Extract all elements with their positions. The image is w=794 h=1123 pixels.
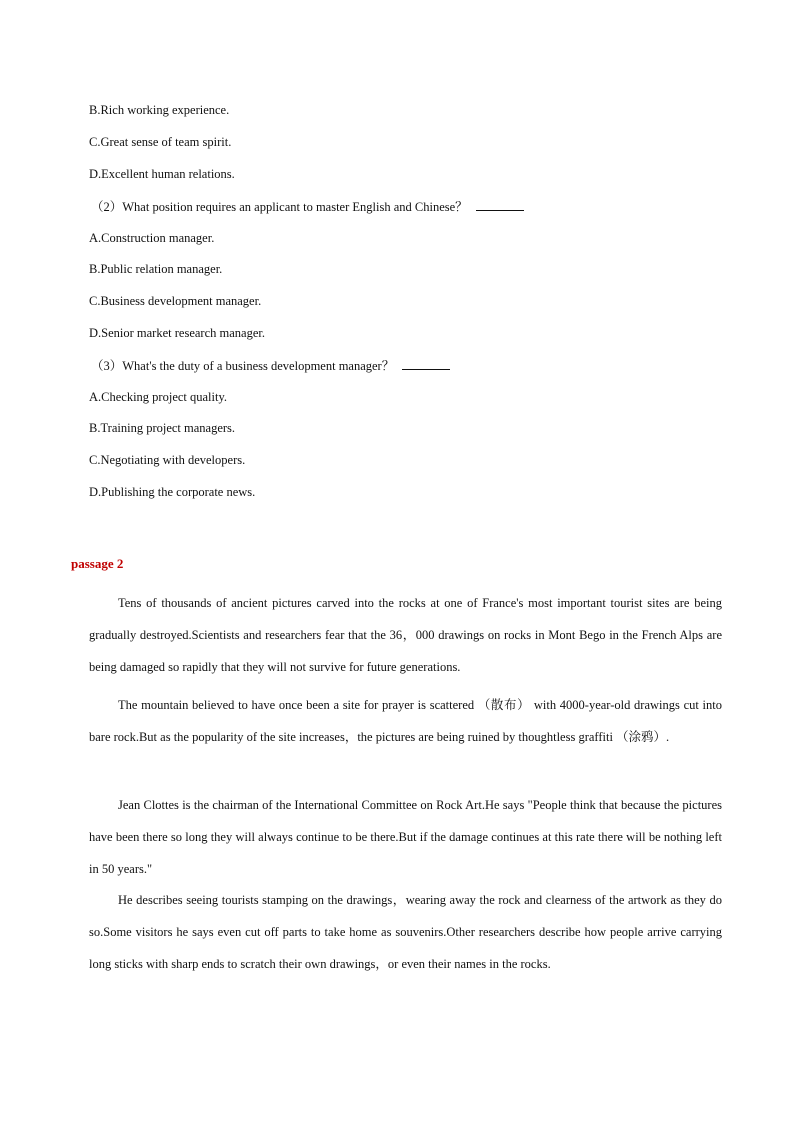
- option-c-q2: C.Business development manager.: [89, 294, 262, 308]
- passage-title: passage 2: [71, 556, 124, 571]
- answer-blank-q3: [402, 357, 450, 370]
- question-3-text: （3）What's the duty of a business development manager？: [91, 359, 395, 373]
- passage-paragraph-2: The mountain believed to have once been a site for prayer is scattered （散布） with 4000-year-old drawings cut into bare rock.But as the popularity of the site increases，the pictures are being ruined by thoughtless graffiti （涂鸦）.: [89, 698, 722, 744]
- option-c-q3: C.Negotiating with developers.: [89, 453, 246, 467]
- question-2-text: （2）What position requires an applicant to master English and Chinese？: [91, 200, 468, 214]
- option-c-q1: C.Great sense of team spirit.: [89, 135, 232, 149]
- answer-blank-q2: [476, 198, 524, 211]
- option-b-q2: B.Public relation manager.: [89, 262, 223, 276]
- question-3: [91, 357, 450, 374]
- option-d-q3: D.Publishing the corporate news.: [89, 485, 256, 499]
- option-b-q1: B.Rich working experience.: [89, 103, 230, 117]
- option-a-q3: A.Checking project quality.: [89, 390, 228, 404]
- passage-paragraph-1: Tens of thousands of ancient pictures carved into the rocks at one of France's most important tourist sites are being gradually destroyed.Scientists and researchers fear that the 36，000 drawings on rocks in Mont Bego in the French Alps are being damaged so rapidly that they will not survive for future generations.: [89, 596, 722, 674]
- passage-paragraph-3: Jean Clottes is the chairman of the International Committee on Rock Art.He says "People think that because the pictures have been there so long they will always continue to be there.But if the damage continues at this rate there will be nothing left in 50 years.": [89, 798, 722, 876]
- question-2: [91, 198, 524, 215]
- option-a-q2: A.Construction manager.: [89, 231, 215, 245]
- option-d-q1: D.Excellent human relations.: [89, 167, 235, 181]
- option-d-q2: D.Senior market research manager.: [89, 326, 265, 340]
- passage-paragraph-4: He describes seeing tourists stamping on the drawings，wearing away the rock and clearness of the artwork as they do so.Some visitors he says even cut off parts to take home as souvenirs.Other researchers describe how people arrive carrying long sticks with sharp ends to scratch their own drawings，or even their names in the rocks.: [89, 893, 722, 971]
- option-b-q3: B.Training project managers.: [89, 421, 236, 435]
